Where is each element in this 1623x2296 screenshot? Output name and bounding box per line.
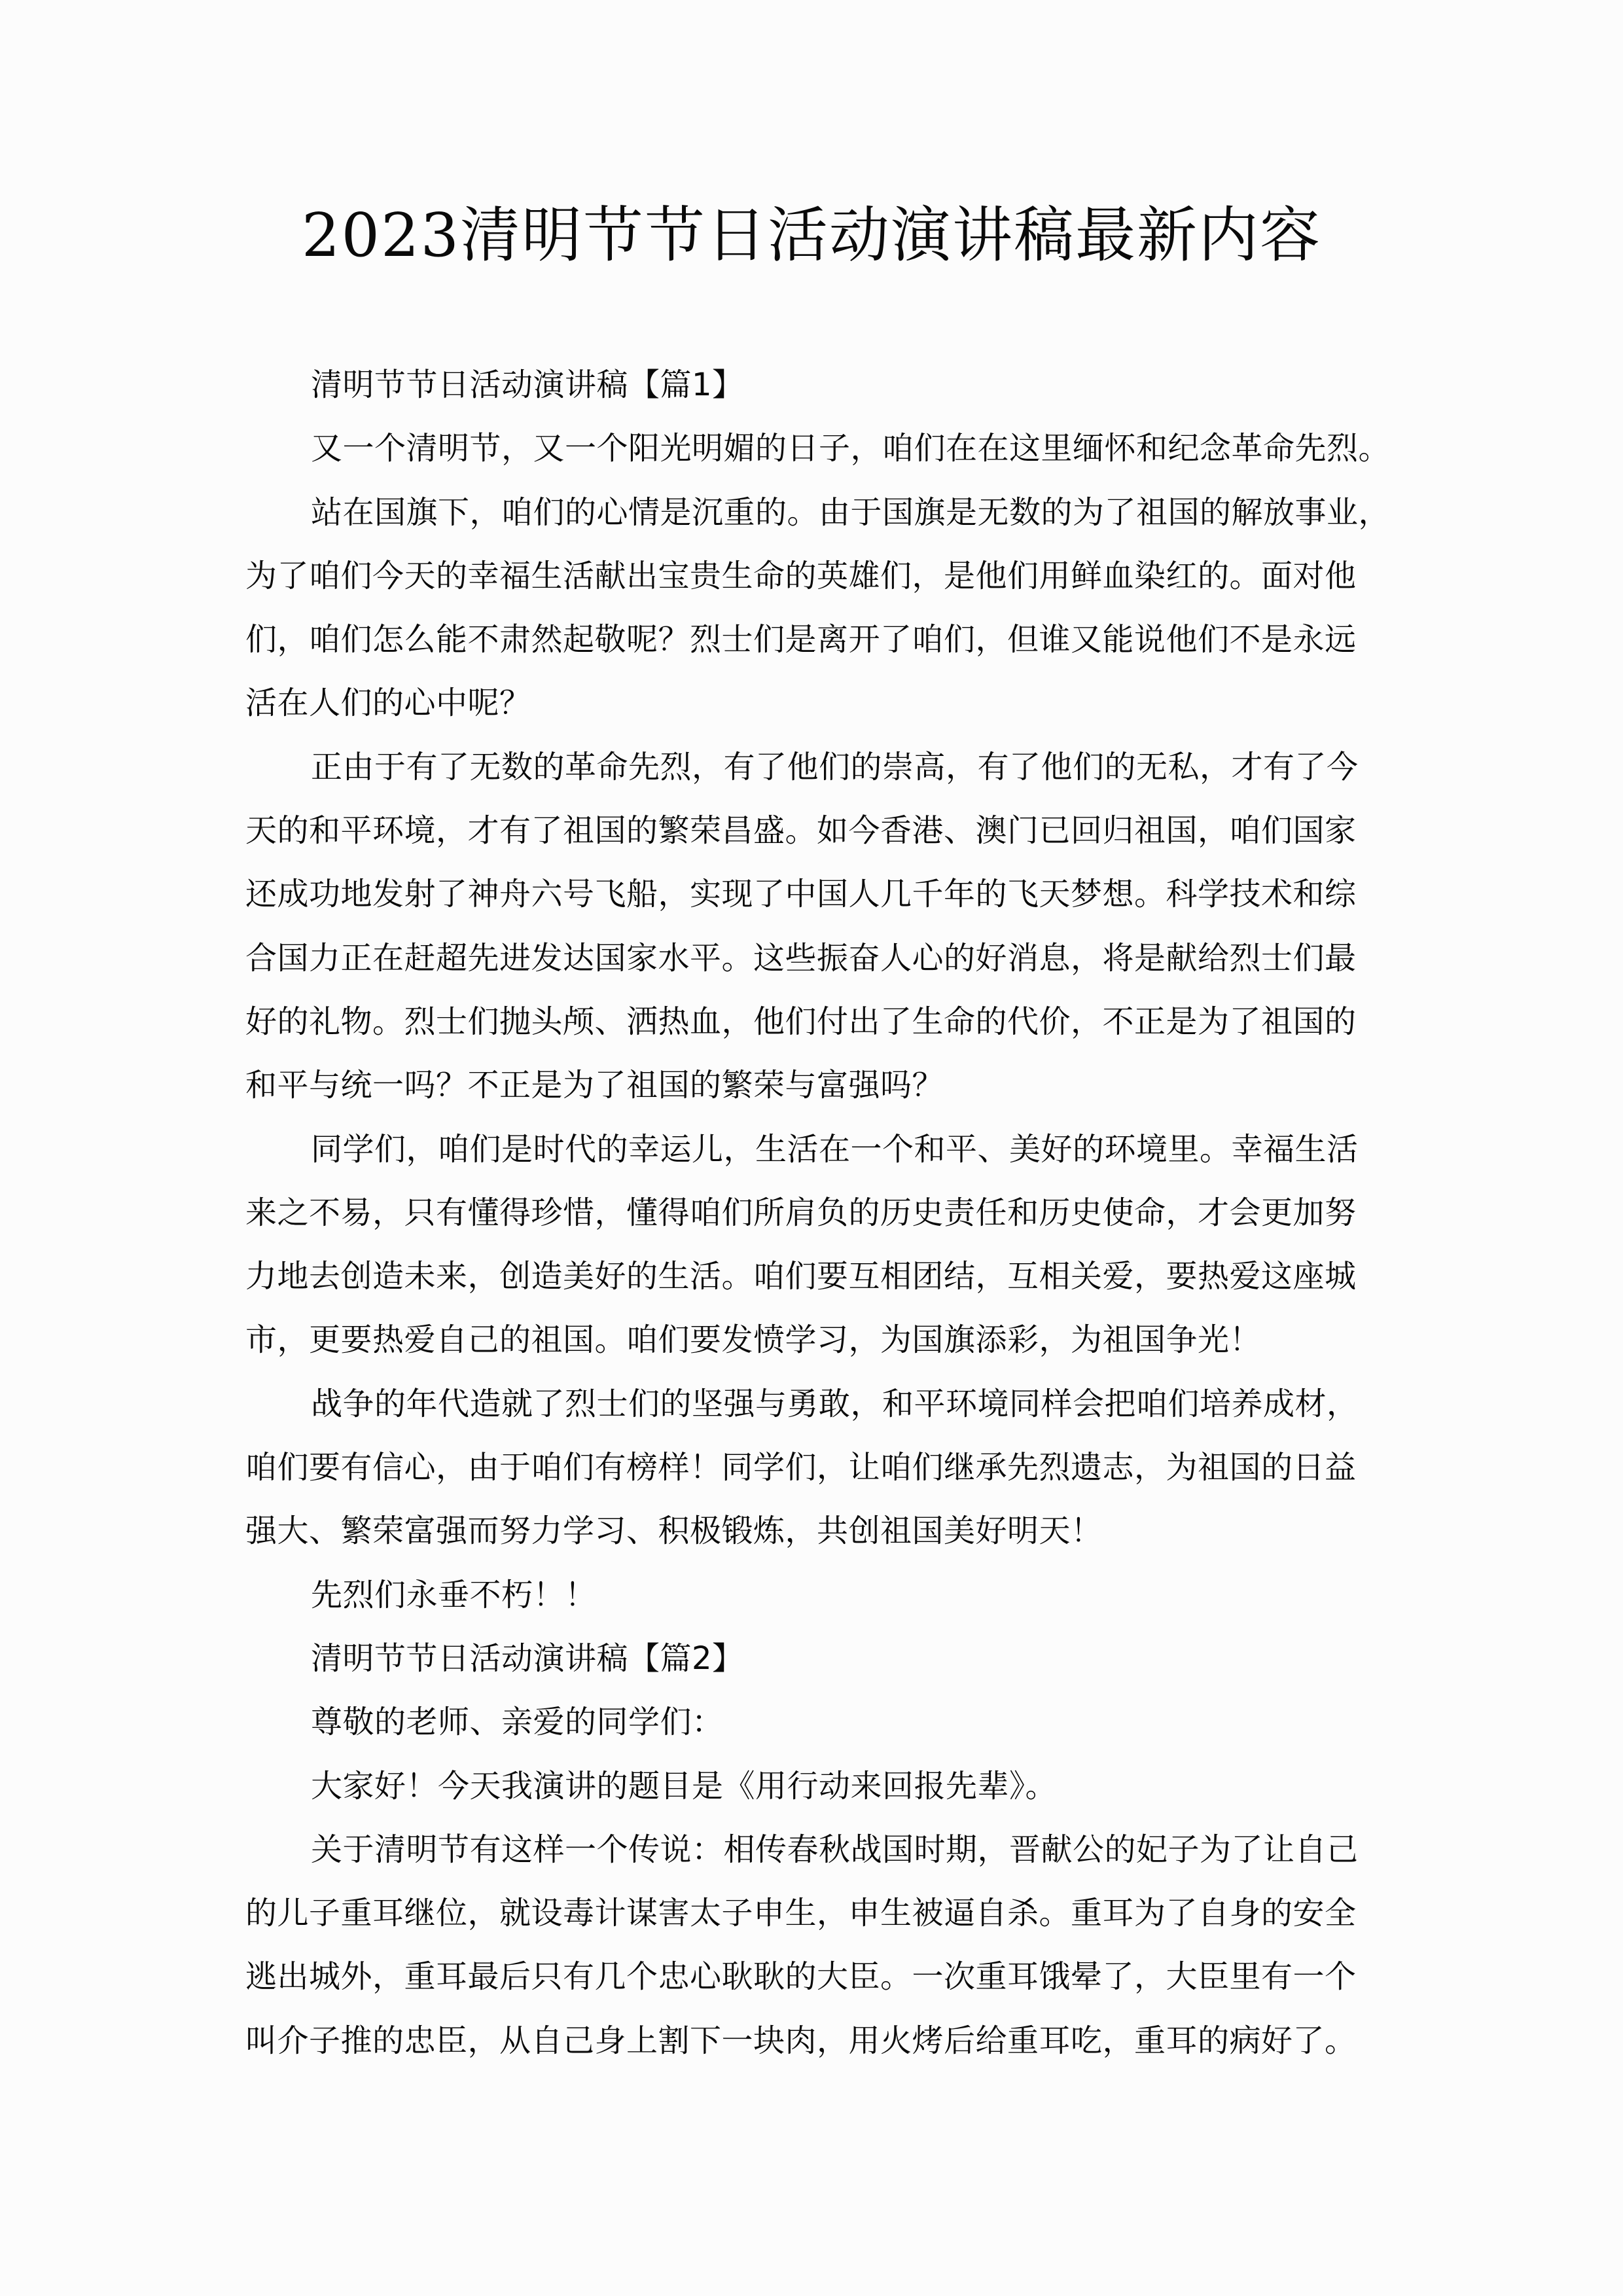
paragraph-line: 叫介子推的忠臣，从自己身上割下一块肉，用火烤后给重耳吃，重耳的病好了。 [245, 2022, 1357, 2059]
paragraph-line: 和平与统一吗？不正是为了祖国的繁荣与富强吗？ [245, 1067, 944, 1104]
document-body [245, 353, 1391, 2073]
paragraph-line: 先烈们永垂不朽！！ [311, 1576, 597, 1613]
paragraph-line: 们，咱们怎么能不肃然起敬呢？烈士们是离开了咱们，但谁又能说他们不是永远 [245, 621, 1357, 658]
paragraph-line: 合国力正在赶超先进发达国家水平。这些振奋人心的好消息，将是献给烈士们最 [245, 939, 1357, 977]
paragraph-line: 尊敬的老师、亲爱的同学们： [311, 1704, 724, 1741]
paragraph-line: 战争的年代造就了烈士们的坚强与勇敢，和平环境同样会把咱们培养成材， [311, 1385, 1359, 1422]
paragraph-line: 活在人们的心中呢？ [245, 685, 531, 722]
paragraph-line: 的儿子重耳继位，就设毒计谋害太子申生，申生被逼自杀。重耳为了自身的安全 [245, 1895, 1357, 1932]
paragraph-line: 站在国旗下，咱们的心情是沉重的。由于国旗是无数的为了祖国的解放事业， [311, 493, 1391, 531]
paragraph-line: 来之不易，只有懂得珍惜，懂得咱们所肩负的历史责任和历史使命，才会更加努 [245, 1194, 1357, 1231]
paragraph-line: 力地去创造未来，创造美好的生活。咱们要互相团结，互相关爱，要热爱这座城 [245, 1258, 1357, 1295]
paragraph-line: 同学们，咱们是时代的幸运儿，生活在一个和平、美好的环境里。幸福生活 [311, 1130, 1359, 1168]
section-heading: 清明节节日活动演讲稿【篇2】 [311, 1640, 744, 1677]
paragraph-line: 天的和平环境，才有了祖国的繁荣昌盛。如今香港、澳门已回归祖国，咱们国家 [245, 812, 1357, 850]
paragraph-line: 逃出城外，重耳最后只有几个忠心耿耿的大臣。一次重耳饿晕了，大臣里有一个 [245, 1958, 1357, 1996]
document-title: 2023清明节节日活动演讲稿最新内容 [301, 200, 1322, 270]
paragraph-line: 市，更要热爱自己的祖国。咱们要发愤学习，为国旗添彩，为祖国争光！ [245, 1321, 1262, 1359]
paragraph-line: 又一个清明节，又一个阳光明媚的日子，咱们在在这里缅怀和纪念革命先烈。 [311, 430, 1391, 467]
paragraph-line: 为了咱们今天的幸福生活献出宝贵生命的英雄们，是他们用鲜血染红的。面对他 [245, 557, 1357, 594]
section-heading: 清明节节日活动演讲稿【篇1】 [311, 367, 744, 403]
paragraph-line: 大家好！今天我演讲的题目是《用行动来回报先辈》。 [311, 1767, 1058, 1804]
paragraph-line: 还成功地发射了神舟六号飞船，实现了中国人几千年的飞天梦想。科学技术和综 [245, 876, 1357, 913]
paragraph-line: 好的礼物。烈士们抛头颅、洒热血，他们付出了生命的代价，不正是为了祖国的 [245, 1003, 1357, 1040]
paragraph-line: 强大、繁荣富强而努力学习、积极锻炼，共创祖国美好明天！ [245, 1513, 1103, 1550]
paragraph-line: 咱们要有信心，由于咱们有榜样！同学们，让咱们继承先烈遗志，为祖国的日益 [245, 1449, 1357, 1486]
paragraph-line: 关于清明节有这样一个传说：相传春秋战国时期，晋献公的妃子为了让自己 [311, 1831, 1359, 1868]
paragraph-line: 正由于有了无数的革命先烈，有了他们的崇高，有了他们的无私，才有了今 [311, 748, 1359, 785]
